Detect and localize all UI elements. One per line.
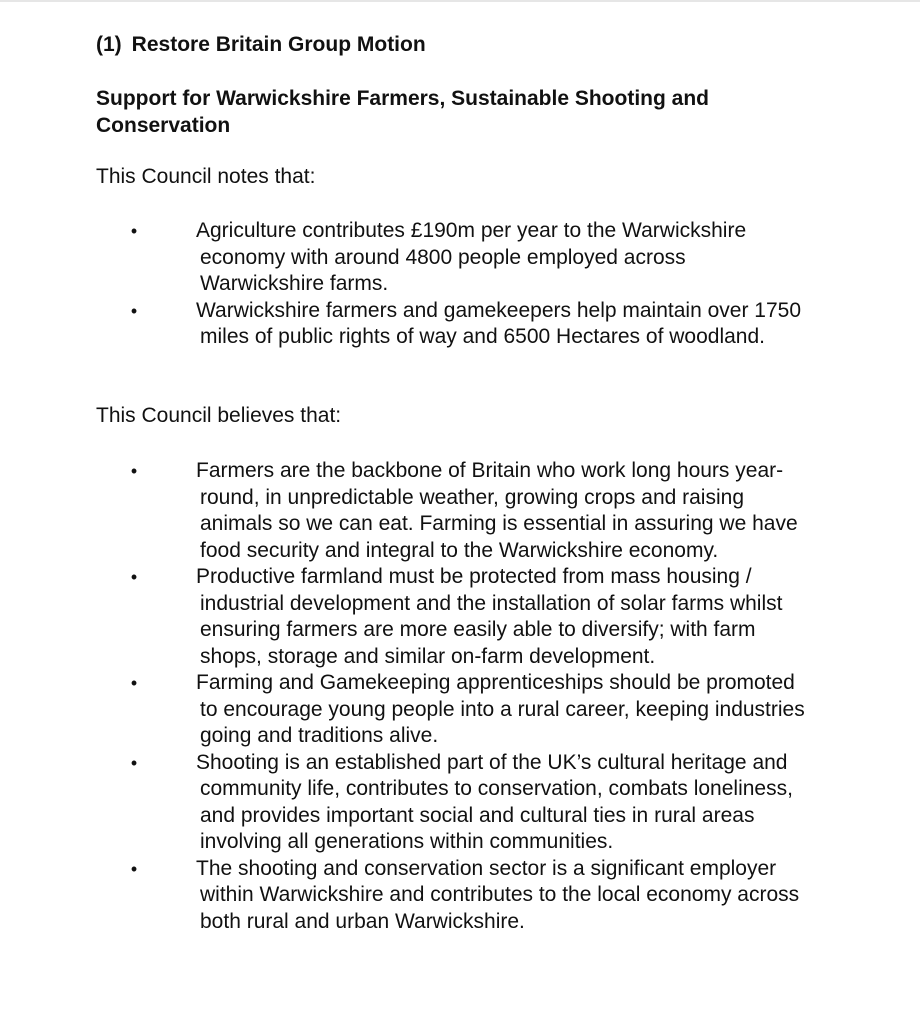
list-item <box>0 856 810 936</box>
belief-item-text: Farmers are the backbone of Britain who work long hours year-round, in unpredictable weather, growing crops and raising animals so we can eat. Farming is essential in assuring we have food security and integral to the Warwickshire economy. <box>196 459 798 562</box>
bullet-icon: • <box>130 752 138 773</box>
belief-item-text: The shooting and conservation sector is a significant employer within Warwickshire and contributes to the local economy across both rural and urban Warwickshire. <box>196 856 800 933</box>
belief-item-text: Farming and Gamekeeping apprenticeships should be promoted to encourage young people into a rural career, keeping industries going and traditions alive. <box>196 671 805 747</box>
motion-title: Restore Britain Group Motion <box>131 33 426 56</box>
notes-intro: This Council notes that: <box>96 165 316 188</box>
bullet-icon: • <box>130 461 138 481</box>
believes-intro: This Council believes that: <box>96 404 342 427</box>
bullet-icon: • <box>130 673 138 693</box>
bullet-icon: • <box>130 858 138 879</box>
list-item <box>0 458 810 564</box>
bullet-icon: • <box>130 221 138 241</box>
believes-list <box>0 458 810 935</box>
bullet-icon: • <box>130 300 138 321</box>
motion-number: (1) <box>96 33 122 56</box>
notes-list <box>0 218 810 351</box>
bullet-icon: • <box>130 567 138 587</box>
list-item <box>0 218 810 298</box>
notes-item-text: Warwickshire farmers and gamekeepers help maintain over 1750 miles of public rights of way and 6500 Hectares of woodland. <box>196 298 802 348</box>
motion-heading <box>96 32 426 58</box>
motion-subheading: Support for Warwickshire Farmers, Sustainable Shooting and Conservation <box>96 87 709 137</box>
list-item <box>0 298 810 351</box>
belief-item-text: Productive farmland must be protected from mass housing / industrial development and the installation of solar farms whilst ensuring farmers are more easily able to diversify; with farm shops, storage and similar on-farm development. <box>196 565 783 668</box>
notes-item-text: Agriculture contributes £190m per year to the Warwickshire economy with around 4800 people employed across Warwickshire farms. <box>196 219 747 295</box>
list-item <box>0 670 810 750</box>
list-item <box>0 564 810 670</box>
belief-item-text: Shooting is an established part of the UK’s cultural heritage and community life, contributes to conservation, combats loneliness, and provides important social and cultural ties in rural areas involving all generations within communities. <box>196 750 793 853</box>
list-item <box>0 750 810 856</box>
